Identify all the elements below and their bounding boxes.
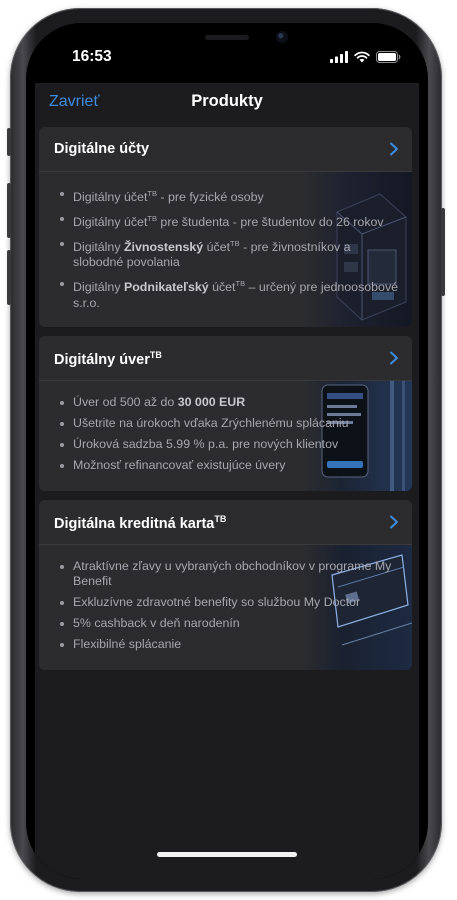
status-icons (330, 50, 401, 68)
wifi-icon (354, 50, 370, 68)
products-list (35, 127, 419, 879)
close-button[interactable]: Zavrieť (49, 93, 100, 110)
card-title: Digitálny úver$^{TB}$ (54, 350, 162, 368)
list-item: Úver od 500 až do 30 000 EUR (73, 395, 402, 410)
list-item: Flexibilné splácanie (73, 637, 402, 652)
list-item: Exkluzívne zdravotné benefity so službou My Doctor (73, 595, 402, 610)
product-card-digital-accounts[interactable] (39, 127, 412, 327)
card-body (39, 545, 412, 668)
list-item: Ušetrite na úrokoch vďaka Zrýchlenému splácaniu (73, 416, 402, 431)
phone-screen (26, 23, 428, 879)
card-title: Digitálna kreditná karta$^{TB}$ (54, 514, 227, 532)
mute-switch (7, 128, 11, 156)
card-header[interactable] (39, 127, 412, 172)
card-header[interactable] (39, 336, 412, 381)
power-button (441, 208, 445, 296)
list-item: Digitálny účet$^{TB}$ - pre fyzické osoby (73, 186, 402, 205)
card-header[interactable] (39, 500, 412, 545)
list-item: Digitálny účet$^{TB}$ pre študenta - pre študentov do 26 rokov (73, 211, 402, 230)
app-screen (35, 23, 419, 879)
product-card-digital-loan[interactable] (39, 336, 412, 491)
list-item: Úroková sadzba 5.99 % p.a. pre nových klientov (73, 437, 402, 452)
volume-up-button (7, 183, 11, 238)
list-item: Možnosť refinancovať existujúce úvery (73, 458, 402, 473)
notch (138, 23, 316, 55)
card-title: Digitálne účty (54, 141, 150, 157)
phone-frame (10, 8, 442, 892)
front-camera (276, 31, 288, 43)
chevron-right-icon (388, 515, 400, 529)
card-body (39, 381, 412, 489)
list-item: 5% cashback v deň narodenín (73, 616, 402, 631)
chevron-right-icon (388, 142, 400, 156)
list-item: Digitálny Podnikateľský účet$^{TB}$ – určený pre jednoosobové s.r.o. (73, 276, 402, 310)
card-body (39, 172, 412, 327)
battery-icon (376, 50, 401, 68)
list-item: Digitálny Živnostenský účet$^{TB}$ - pre živnostníkov a slobodné povolania (73, 236, 402, 270)
volume-down-button (7, 250, 11, 305)
signal-icon (330, 50, 348, 68)
home-indicator[interactable] (157, 852, 297, 857)
chevron-right-icon (388, 351, 400, 365)
navigation-bar (35, 83, 419, 127)
status-time: 16:53 (72, 48, 112, 65)
page-title: Produkty (191, 92, 263, 110)
product-card-digital-credit-card[interactable] (39, 500, 412, 670)
list-item: Atraktívne zľavy u vybraných obchodníkov v programe My Benefit (73, 559, 402, 589)
speaker (205, 35, 249, 40)
